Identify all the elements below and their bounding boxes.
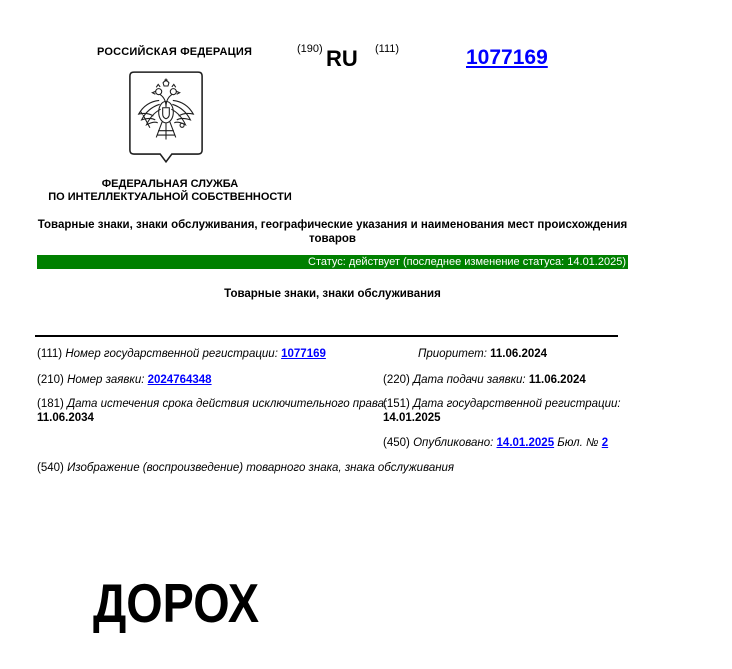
trademark-image-text: ДОРОХ [93,572,260,634]
field-label: Номер заявки: [67,374,145,386]
inid-code: (181) [37,398,64,410]
divider-rule [35,335,618,337]
field-expiry-date [37,398,389,425]
status-bar [37,255,628,269]
filing-date-value: 11.06.2024 [528,374,586,386]
document-category: Товарные знаки, знаки обслуживания, географические указания и наименования мест происхождения товаров [37,219,628,245]
field-label: Номер государственной регистрации: [65,348,278,360]
field-label: Дата подачи заявки: [413,374,526,386]
bulletin-label: Бюл. № [557,437,599,449]
country-code: RU [326,46,358,71]
field-label: Приоритет: [418,348,487,360]
registration-date-value: 14.01.2025 [383,411,441,424]
coat-of-arms-icon [126,69,206,165]
inid-code: (151) [383,398,410,410]
section-title: Товарные знаки, знаки обслуживания [224,288,441,300]
field-label: Дата истечения срока действия исключительного права: [67,398,388,410]
agency-name-line1: ФЕДЕРАЛЬНАЯ СЛУЖБА [101,178,239,190]
registration-number-link[interactable]: 1077169 [466,46,548,69]
field-mark-image [37,462,454,476]
inid-code: (210) [37,374,64,386]
field-published [383,437,608,451]
inid-code: (111) [37,348,63,360]
inid-code-111: (111) [375,43,400,55]
country-name: РОССИЙСКАЯ ФЕДЕРАЦИЯ [97,46,253,58]
inid-code: (450) [383,437,410,449]
agency-name-line2: ПО ИНТЕЛЛЕКТУАЛЬНОЙ СОБСТВЕННОСТИ [48,191,292,203]
published-date-link[interactable]: 14.01.2025 [496,437,555,449]
field-label: Дата государственной регистрации: [413,398,621,410]
field-label: Опубликовано: [413,437,494,449]
agency-name [40,178,300,204]
application-number-link[interactable]: 2024764348 [147,374,212,386]
field-filing-date [383,374,586,388]
field-priority [418,348,547,362]
inid-code-190: (190) [297,43,323,55]
field-registration-date [383,398,633,425]
field-registration-number [37,348,326,362]
field-label: Изображение (воспроизведение) товарного знака, знака обслуживания [67,462,455,474]
registration-number-value-link[interactable]: 1077169 [281,348,326,360]
status-text: Статус: действует (последнее изменение статуса: 14.01.2025) [308,256,626,268]
field-application-number [37,374,212,388]
priority-value: 11.06.2024 [490,348,548,360]
bulletin-number-link[interactable]: 2 [601,437,609,449]
inid-code: (540) [37,462,64,474]
inid-code: (220) [383,374,410,386]
expiry-date-value: 11.06.2034 [37,411,94,424]
